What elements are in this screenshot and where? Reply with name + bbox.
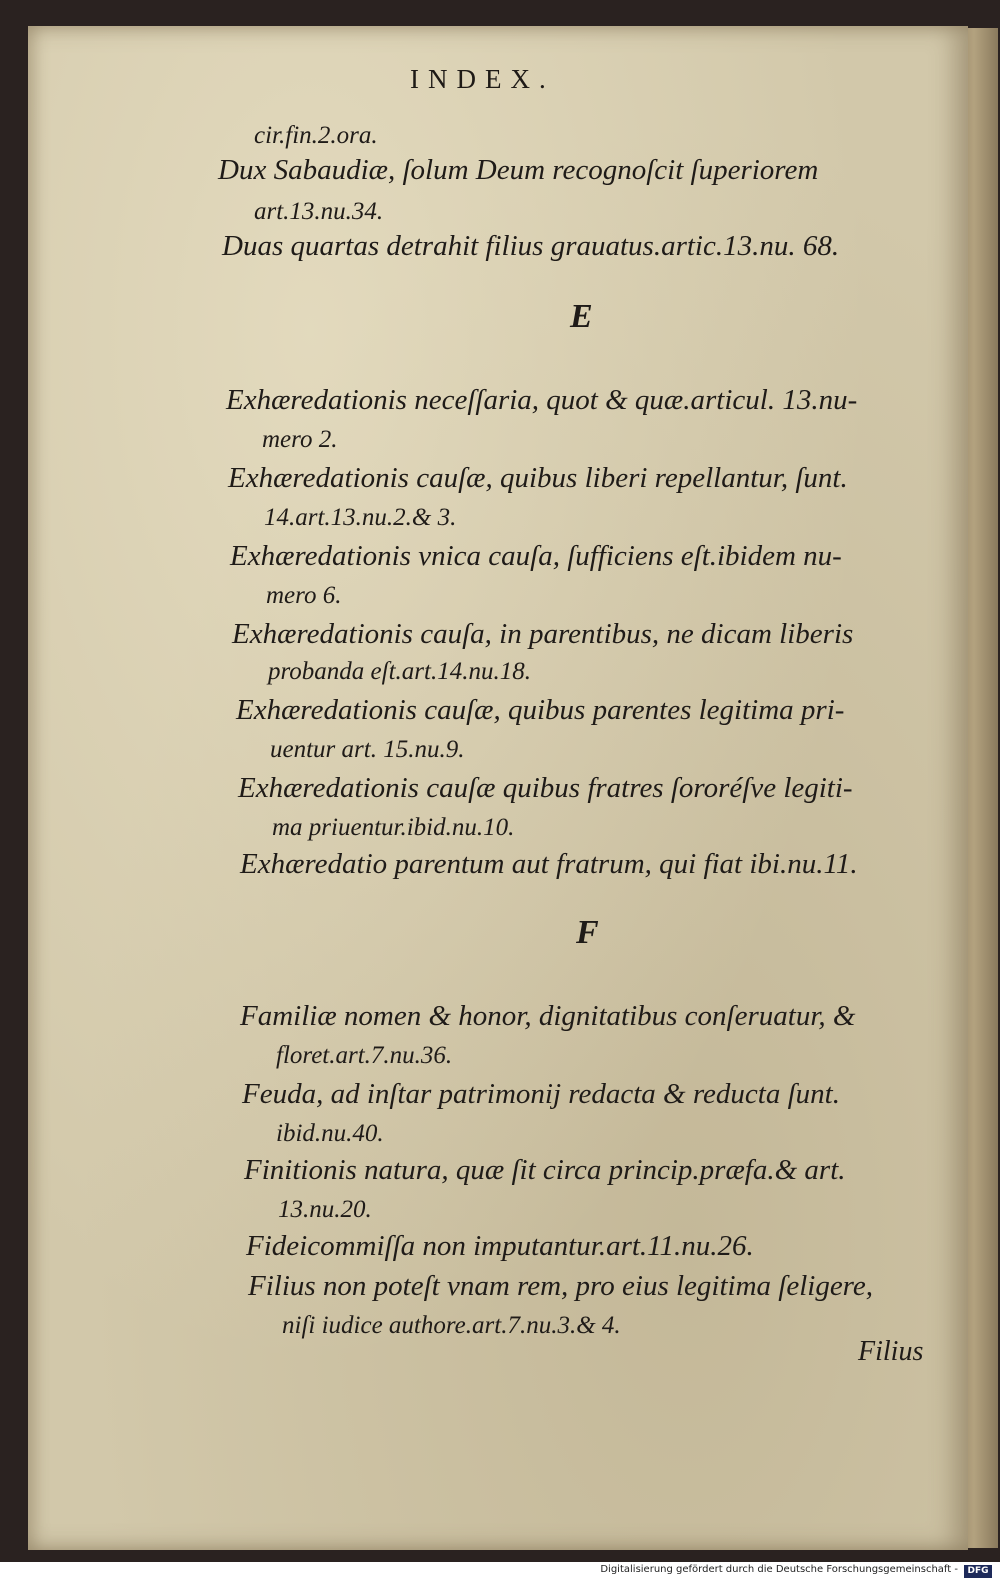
index-entry: Exhæredationis cauſa, in parentibus, ne dicam liberis — [232, 618, 854, 650]
index-entry: Familiæ nomen & honor, dignitatibus conſeruatur, & — [240, 1000, 856, 1032]
index-entry: Exhæredatio parentum aut fratrum, qui fiat ibi.nu.11. — [240, 848, 858, 880]
index-entry-continuation: floret.art.7.nu.36. — [276, 1042, 453, 1069]
index-entry-continuation: uentur art. 15.nu.9. — [270, 736, 465, 763]
index-entry: Exhæredationis cauſæ, quibus parentes legitima pri- — [236, 694, 845, 726]
catchword: Filius — [858, 1336, 924, 1367]
index-entry-continuation: cir.fin.2.ora. — [254, 122, 378, 149]
index-entry: Exhæredationis neceſſaria, quot & quæ.articul. 13.nu- — [226, 384, 858, 416]
index-entry: Exhæredationis cauſæ quibus fratres ſororéſve legiti- — [238, 772, 853, 804]
index-entry-continuation: ibid.nu.40. — [276, 1120, 384, 1147]
index-entry-continuation: mero 6. — [266, 582, 342, 609]
footer-bar — [0, 1562, 1000, 1582]
index-entry-continuation: art.13.nu.34. — [254, 198, 384, 225]
index-entry-continuation: mero 2. — [262, 426, 338, 453]
index-entry: Duas quartas detrahit filius grauatus.artic.13.nu. 68. — [222, 230, 840, 262]
dfg-logo: DFG — [964, 1565, 992, 1578]
index-entry: Finitionis natura, quæ ſit circa princip.præfa.& art. — [244, 1154, 846, 1186]
index-entry-continuation: 13.nu.20. — [278, 1196, 372, 1223]
page-header: INDEX. — [410, 64, 555, 94]
section-letter-f: F — [576, 914, 599, 951]
index-entry: Fideicommiſſa non imputantur.art.11.nu.26. — [246, 1230, 754, 1262]
index-entry: Feuda, ad inſtar patrimonij redacta & reducta ſunt. — [242, 1078, 840, 1110]
index-entry: Exhæredationis vnica cauſa, ſufficiens eſt.ibidem nu- — [230, 540, 842, 572]
index-entry-continuation: probanda eſt.art.14.nu.18. — [268, 658, 531, 685]
index-entry-continuation: ma priuentur.ibid.nu.10. — [272, 814, 515, 841]
index-entry: Filius non poteſt vnam rem, pro eius legitima ſeligere, — [248, 1270, 874, 1302]
section-letter-e: E — [570, 298, 593, 335]
footer-credit: Digitalisierung gefördert durch die Deutsche Forschungsgemeinschaft - — [600, 1564, 958, 1575]
index-entry: Exhæredationis cauſæ, quibus liberi repellantur, ſunt. — [228, 462, 848, 494]
index-entry-continuation: 14.art.13.nu.2.& 3. — [264, 504, 457, 531]
index-entry: Dux Sabaudiæ, ſolum Deum recognoſcit ſuperiorem — [218, 154, 819, 186]
index-entry-continuation: niſi iudice authore.art.7.nu.3.& 4. — [282, 1312, 621, 1339]
